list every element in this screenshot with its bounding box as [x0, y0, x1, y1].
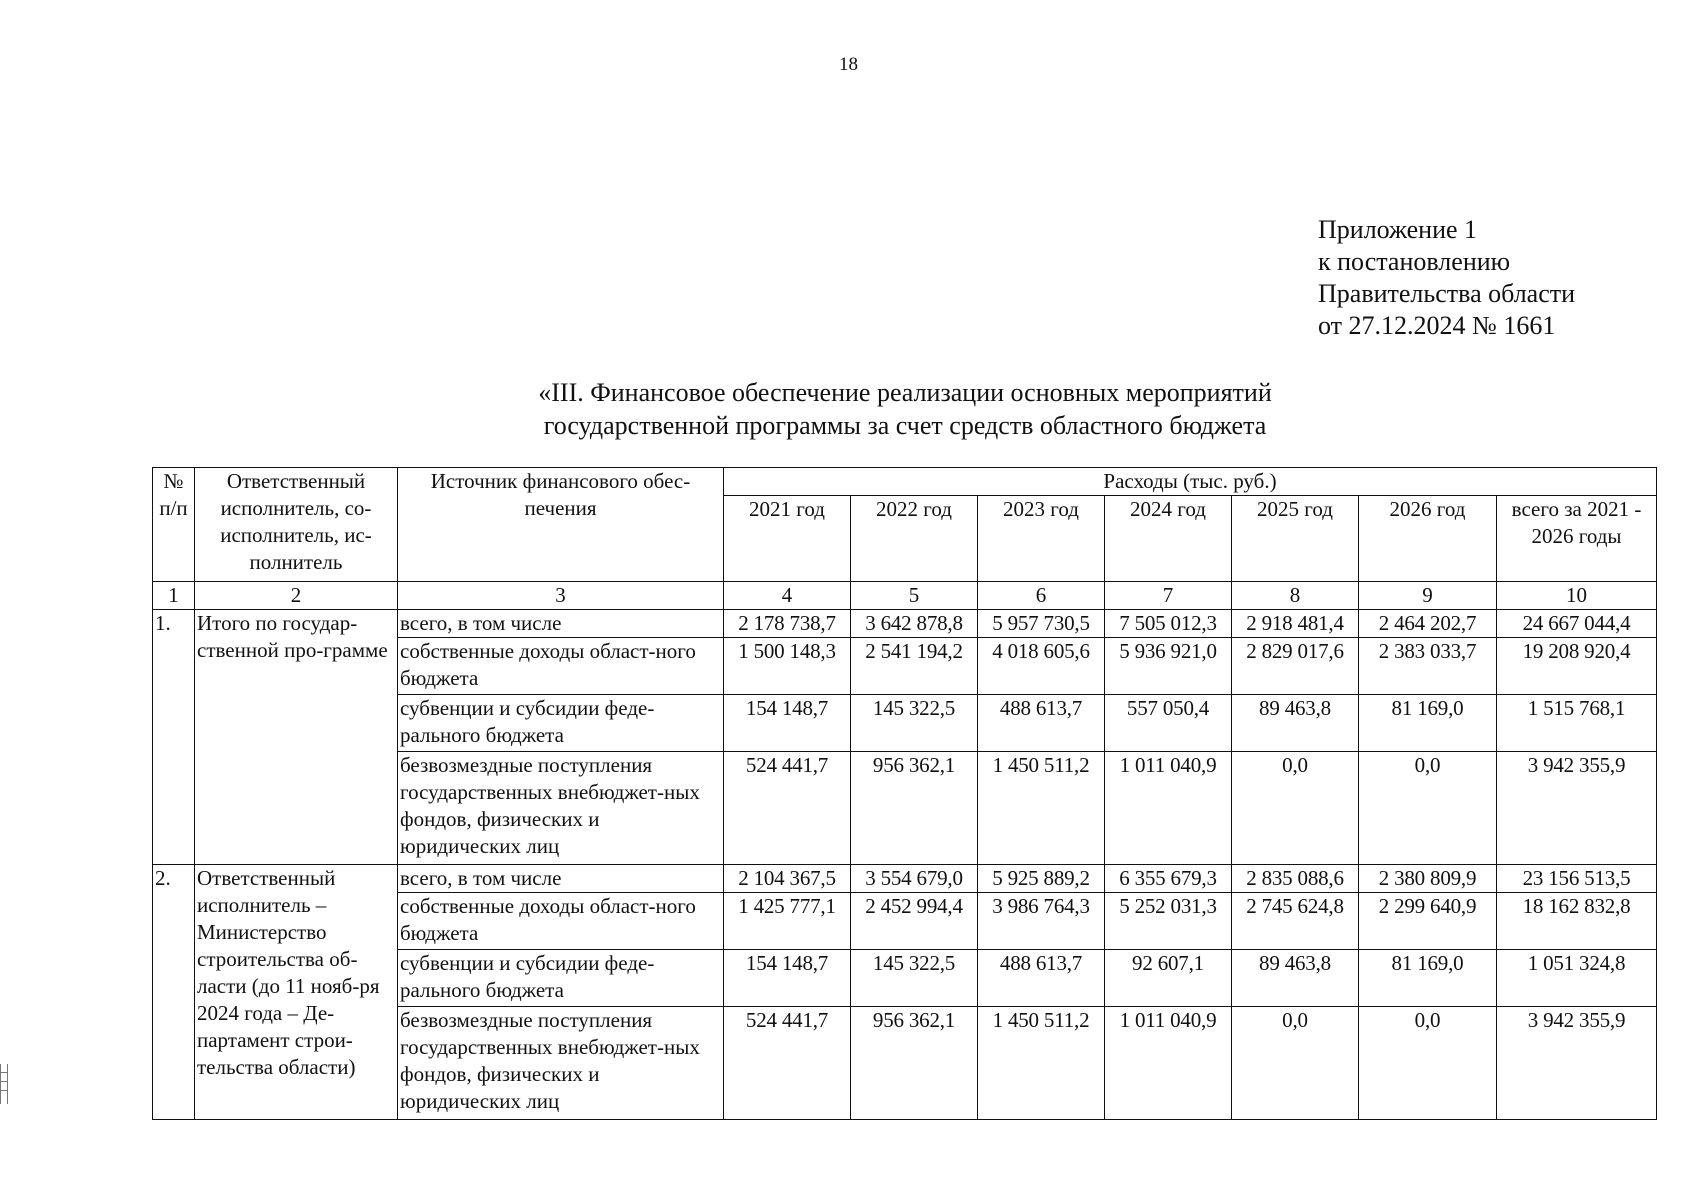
value-cell: 488 613,7 — [978, 950, 1105, 1007]
financing-table — [152, 467, 1657, 1120]
value-cell: 2 541 194,2 — [851, 638, 978, 695]
value-cell: 524 441,7 — [724, 1007, 851, 1120]
source-cell: всего, в том числе — [398, 610, 724, 638]
column-index: 1 — [153, 582, 195, 610]
value-cell: 1 450 511,2 — [978, 1007, 1105, 1120]
header-year: 2023 год — [978, 496, 1105, 582]
value-cell: 956 362,1 — [851, 752, 978, 865]
table-row — [153, 865, 1657, 893]
value-cell: 18 162 832,8 — [1497, 893, 1657, 950]
row-number: 1. — [153, 610, 195, 865]
value-cell: 2 299 640,9 — [1359, 893, 1497, 950]
value-cell: 92 607,1 — [1105, 950, 1232, 1007]
source-cell: собственные доходы област-ного бюджета — [398, 893, 724, 950]
value-cell: 154 148,7 — [724, 950, 851, 1007]
value-cell: 6 355 679,3 — [1105, 865, 1232, 893]
value-cell: 2 464 202,7 — [1359, 610, 1497, 638]
value-cell: 1 425 777,1 — [724, 893, 851, 950]
annex-block — [1318, 214, 1575, 342]
executor-cell: Ответственный исполнитель – Министерство строительства об-ласти (до 11 нояб-ря 2024 года – Де-партамент строи-тельства области) — [195, 865, 398, 1120]
value-cell: 2 380 809,9 — [1359, 865, 1497, 893]
source-cell: субвенции и субсидии феде-рального бюджета — [398, 695, 724, 752]
header-year: 2024 год — [1105, 496, 1232, 582]
value-cell: 0,0 — [1359, 752, 1497, 865]
value-cell: 3 942 355,9 — [1497, 752, 1657, 865]
column-index: 3 — [398, 582, 724, 610]
column-index: 7 — [1105, 582, 1232, 610]
header-expenses: Расходы (тыс. руб.) — [724, 468, 1657, 496]
source-cell: собственные доходы област-ного бюджета — [398, 638, 724, 695]
value-cell: 0,0 — [1232, 752, 1359, 865]
source-cell: безвозмездные поступления государственных внебюджет-ных фондов, физических и юридических лиц — [398, 1007, 724, 1120]
value-cell: 488 613,7 — [978, 695, 1105, 752]
value-cell: 0,0 — [1359, 1007, 1497, 1120]
value-cell: 1 011 040,9 — [1105, 1007, 1232, 1120]
header-num: № п/п — [153, 468, 195, 582]
value-cell: 81 169,0 — [1359, 950, 1497, 1007]
header-executor: Ответственный исполнитель, со-исполнитель, ис-полнитель — [195, 468, 398, 582]
margin-marks — [0, 1064, 8, 1104]
value-cell: 3 554 679,0 — [851, 865, 978, 893]
column-index: 4 — [724, 582, 851, 610]
value-cell: 89 463,8 — [1232, 695, 1359, 752]
title-line: государственной программы за счет средств областного бюджета — [543, 411, 1267, 440]
page-number: 18 — [839, 54, 858, 75]
header-total: всего за 2021 - 2026 годы — [1497, 496, 1657, 582]
value-cell: 2 745 624,8 — [1232, 893, 1359, 950]
value-cell: 3 642 878,8 — [851, 610, 978, 638]
value-cell: 1 051 324,8 — [1497, 950, 1657, 1007]
section-title — [400, 376, 1410, 442]
row-number: 2. — [153, 865, 195, 1120]
value-cell: 3 942 355,9 — [1497, 1007, 1657, 1120]
value-cell: 2 104 367,5 — [724, 865, 851, 893]
header-row — [153, 468, 1657, 496]
value-cell: 81 169,0 — [1359, 695, 1497, 752]
column-index: 6 — [978, 582, 1105, 610]
source-cell: субвенции и субсидии феде-рального бюджета — [398, 950, 724, 1007]
value-cell: 89 463,8 — [1232, 950, 1359, 1007]
value-cell: 2 835 088,6 — [1232, 865, 1359, 893]
value-cell: 1 515 768,1 — [1497, 695, 1657, 752]
value-cell: 1 011 040,9 — [1105, 752, 1232, 865]
value-cell: 145 322,5 — [851, 950, 978, 1007]
value-cell: 5 936 921,0 — [1105, 638, 1232, 695]
annex-line: от 27.12.2024 № 1661 — [1318, 311, 1556, 340]
column-index: 2 — [195, 582, 398, 610]
source-cell: безвозмездные поступления государственных внебюджет-ных фондов, физических и юридических лиц — [398, 752, 724, 865]
column-index-row — [153, 582, 1657, 610]
annex-line: Правительства области — [1318, 279, 1576, 308]
executor-cell: Итого по государ-ственной про-грамме — [195, 610, 398, 865]
annex-line: Приложение 1 — [1318, 215, 1478, 244]
header-year: 2026 год — [1359, 496, 1497, 582]
annex-line: к постановлению — [1318, 247, 1511, 276]
value-cell: 23 156 513,5 — [1497, 865, 1657, 893]
value-cell: 3 986 764,3 — [978, 893, 1105, 950]
title-line: «III. Финансовое обеспечение реализации основных мероприятий — [538, 378, 1272, 407]
value-cell: 5 957 730,5 — [978, 610, 1105, 638]
header-year: 2021 год — [724, 496, 851, 582]
header-source: Источник финансового обес-печения — [398, 468, 724, 582]
column-index: 10 — [1497, 582, 1657, 610]
value-cell: 1 450 511,2 — [978, 752, 1105, 865]
value-cell: 5 252 031,3 — [1105, 893, 1232, 950]
header-year: 2022 год — [851, 496, 978, 582]
value-cell: 2 178 738,7 — [724, 610, 851, 638]
value-cell: 19 208 920,4 — [1497, 638, 1657, 695]
value-cell: 2 829 017,6 — [1232, 638, 1359, 695]
value-cell: 5 925 889,2 — [978, 865, 1105, 893]
value-cell: 7 505 012,3 — [1105, 610, 1232, 638]
column-index: 5 — [851, 582, 978, 610]
value-cell: 0,0 — [1232, 1007, 1359, 1120]
header-year: 2025 год — [1232, 496, 1359, 582]
value-cell: 1 500 148,3 — [724, 638, 851, 695]
table-row — [153, 610, 1657, 638]
value-cell: 24 667 044,4 — [1497, 610, 1657, 638]
value-cell: 4 018 605,6 — [978, 638, 1105, 695]
value-cell: 154 148,7 — [724, 695, 851, 752]
value-cell: 524 441,7 — [724, 752, 851, 865]
value-cell: 2 383 033,7 — [1359, 638, 1497, 695]
value-cell: 956 362,1 — [851, 1007, 978, 1120]
value-cell: 2 918 481,4 — [1232, 610, 1359, 638]
column-index: 8 — [1232, 582, 1359, 610]
column-index: 9 — [1359, 582, 1497, 610]
source-cell: всего, в том числе — [398, 865, 724, 893]
value-cell: 557 050,4 — [1105, 695, 1232, 752]
value-cell: 145 322,5 — [851, 695, 978, 752]
value-cell: 2 452 994,4 — [851, 893, 978, 950]
